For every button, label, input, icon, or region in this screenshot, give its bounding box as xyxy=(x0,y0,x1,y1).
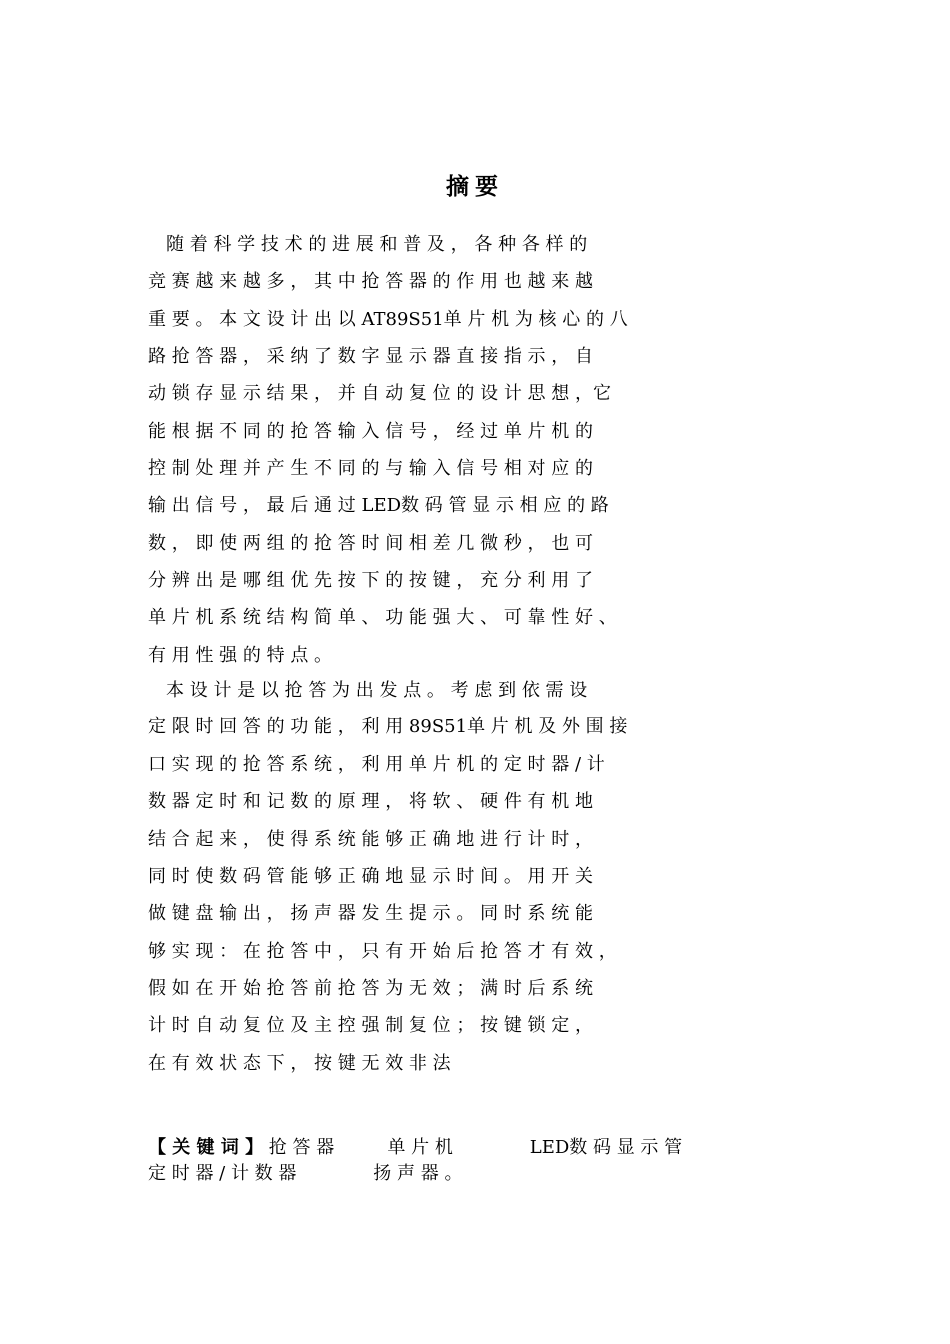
paragraph-2-line-9: 假 如 在 开 始 抢 答 前 抢 答 为 无 效 ； 满 时 后 系 统 xyxy=(148,978,593,999)
paragraph-2-line-10: 计 时 自 动 复 位 及 主 控 强 制 复 位 ； 按 键 锁 定 ， xyxy=(148,1015,593,1036)
paragraph-2-line-8: 够 实 现 ： 在 抢 答 中 ， 只 有 开 始 后 抢 答 才 有 效 ， xyxy=(148,941,617,962)
paragraph-2-line-2: 定 限 时 回 答 的 功 能 ， 利 用 89S51单 片 机 及 外 围 接 xyxy=(148,716,628,737)
paragraph-1-line-4: 路 抢 答 器 ， 采 纳 了 数 字 显 示 器 直 接 指 示 ， 自 xyxy=(148,346,593,367)
paragraph-1-line-7: 控 制 处 理 并 产 生 不 同 的 与 输 入 信 号 相 对 应 的 xyxy=(148,458,593,479)
paragraph-1-line-10: 分 辨 出 是 哪 组 优 先 按 下 的 按 键 ， 充 分 利 用 了 xyxy=(148,570,593,591)
paragraph-1-line-9: 数 ， 即 使 两 组 的 抢 答 时 间 相 差 几 微 秒 ， 也 可 xyxy=(148,533,593,554)
paragraph-1-line-2: 竞 赛 越 来 越 多 ， 其 中 抢 答 器 的 作 用 也 越 来 越 xyxy=(148,271,593,292)
paragraph-1-line-11: 单 片 机 系 统 结 构 简 单 、 功 能 强 大 、 可 靠 性 好 、 xyxy=(148,607,617,628)
paragraph-1-line-3: 重 要 。 本 文 设 计 出 以 AT89S51单 片 机 为 核 心 的 八 xyxy=(148,309,628,330)
paragraph-2-line-5: 结 合 起 来 ， 使 得 系 统 能 够 正 确 地 进 行 计 时 ， xyxy=(148,829,593,850)
paragraph-2-line-11: 在 有 效 状 态 下 ， 按 键 无 效 非 法 xyxy=(148,1053,451,1074)
keywords-line-2: 定 时 器 / 计 数 器 扬 声 器 。 xyxy=(148,1163,463,1184)
keywords-label: 【 关 键 词 】 xyxy=(148,1137,264,1158)
paragraph-1-line-6: 能 根 据 不 同 的 抢 答 输 入 信 号 ， 经 过 单 片 机 的 xyxy=(148,421,593,442)
paragraph-2-line-1: 本 设 计 是 以 抢 答 为 出 发 点 。 考 虑 到 依 需 设 xyxy=(148,680,588,701)
page-title: 摘要 xyxy=(446,174,504,200)
paragraph-2-line-4: 数 器 定 时 和 记 数 的 原 理 ， 将 软 、 硬 件 有 机 地 xyxy=(148,791,593,812)
paragraph-1-line-8: 输 出 信 号 ， 最 后 通 过 LED数 码 管 显 示 相 应 的 路 xyxy=(148,495,609,516)
paragraph-1-line-12: 有 用 性 强 的 特 点 。 xyxy=(148,645,333,666)
paragraph-2-line-6: 同 时 使 数 码 管 能 够 正 确 地 显 示 时 间 。 用 开 关 xyxy=(148,866,593,887)
paragraph-2-line-3: 口 实 现 的 抢 答 系 统 ， 利 用 单 片 机 的 定 时 器 / 计 xyxy=(148,754,605,775)
paragraph-1-line-5: 动 锁 存 显 示 结 果 ， 并 自 动 复 位 的 设 计 思 想 ，它 xyxy=(148,383,611,404)
paragraph-2-line-7: 做 键 盘 输 出 ， 扬 声 器 发 生 提 示 。 同 时 系 统 能 xyxy=(148,903,593,924)
paragraph-1-line-1: 随 着 科 学 技 术 的 进 展 和 普 及 ， 各 种 各 样 的 xyxy=(148,234,588,255)
keywords-list-1: 抢 答 器 单 片 机 LED数 码 显 示 管 xyxy=(263,1137,683,1158)
